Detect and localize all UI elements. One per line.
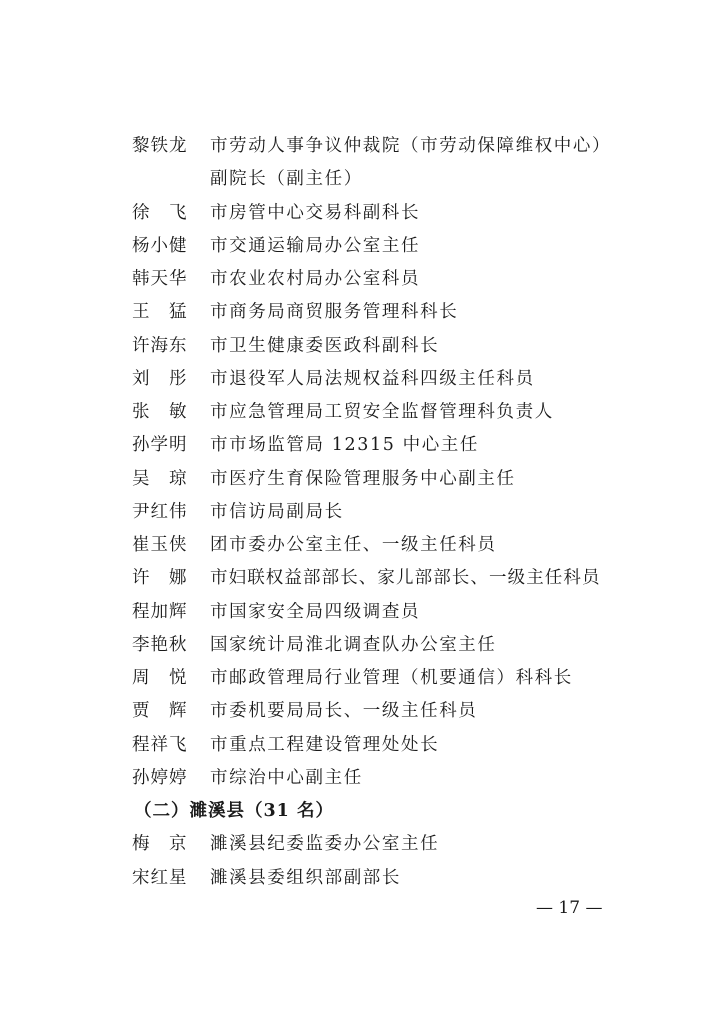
person-name: 刘 彤 — [132, 369, 188, 389]
section-heading: （二）濉溪县（31 名） — [134, 801, 334, 821]
person-role: 市卫生健康委医政科副科长 — [210, 336, 440, 356]
person-role: 市应急管理局工贸安全监督管理科负责人 — [210, 402, 554, 422]
person-role: 市交通运输局办公室主任 — [210, 236, 421, 256]
person-role: 市邮政管理局行业管理（机要通信）科科长 — [210, 668, 573, 688]
list-item — [132, 264, 420, 294]
person-name: 许 娜 — [132, 568, 188, 588]
list-item — [132, 331, 439, 361]
list-item — [132, 730, 439, 760]
person-name: 孙学明 — [132, 435, 188, 455]
person-role: 市国家安全局四级调查员 — [210, 602, 421, 622]
list-item — [132, 563, 601, 593]
list-item — [132, 630, 497, 660]
person-role: 市劳动人事争议仲裁院（市劳动保障维权中心） — [210, 136, 612, 156]
list-item — [132, 663, 573, 693]
list-item — [132, 763, 363, 793]
person-name: 周 悦 — [132, 668, 188, 688]
person-role: 国家统计局淮北调查队办公室主任 — [210, 635, 497, 655]
person-role: 濉溪县纪委监委办公室主任 — [210, 834, 440, 854]
list-item — [132, 464, 516, 494]
list-item — [132, 397, 554, 427]
person-name: 李艳秋 — [132, 635, 188, 655]
person-role: 市信访局副局长 — [210, 502, 344, 522]
person-role: 市妇联权益部部长、家儿部部长、一级主任科员 — [210, 568, 601, 588]
list-item — [132, 597, 420, 627]
list-item — [132, 198, 420, 228]
list-item — [132, 364, 535, 394]
person-name: 贾 辉 — [132, 701, 188, 721]
person-name: 许海东 — [132, 336, 188, 356]
person-name: 张 敏 — [132, 402, 188, 422]
person-role: 市房管中心交易科副科长 — [210, 203, 421, 223]
list-item — [132, 497, 344, 527]
list-item — [132, 829, 439, 859]
person-role: 副院长（副主任） — [210, 169, 363, 189]
person-name: 吴 琼 — [132, 469, 188, 489]
person-role: 市商务局商贸服务管理科科长 — [210, 302, 459, 322]
list-item — [132, 231, 420, 261]
person-name: 宋红星 — [132, 868, 188, 888]
person-role: 市农业农村局办公室科员 — [210, 269, 421, 289]
person-name: 黎铁龙 — [132, 136, 188, 156]
page-number: — 17 — — [536, 898, 603, 918]
person-role: 市医疗生育保险管理服务中心副主任 — [210, 469, 516, 489]
person-name: 梅 京 — [132, 834, 188, 854]
person-name: 韩天华 — [132, 269, 188, 289]
list-item — [132, 430, 479, 460]
person-role: 团市委办公室主任、一级主任科员 — [210, 535, 497, 555]
person-name: 孙婷婷 — [132, 768, 188, 788]
list-item — [132, 164, 363, 194]
person-name: 徐 飞 — [132, 203, 188, 223]
list-item — [132, 696, 477, 726]
person-name: 王 猛 — [132, 302, 188, 322]
person-role: 濉溪县委组织部副部长 — [210, 868, 401, 888]
person-name: 崔玉侠 — [132, 535, 188, 555]
person-role: 市综治中心副主任 — [210, 768, 363, 788]
list-item — [132, 297, 458, 327]
person-role: 市重点工程建设管理处处长 — [210, 735, 440, 755]
person-name: 尹红伟 — [132, 502, 188, 522]
list-item — [132, 863, 401, 893]
person-role: 市退役军人局法规权益科四级主任科员 — [210, 369, 535, 389]
person-role: 市委机要局局长、一级主任科员 — [210, 701, 478, 721]
person-name: 杨小健 — [132, 236, 188, 256]
person-name: 程祥飞 — [132, 735, 188, 755]
list-item — [132, 131, 611, 161]
list-item — [132, 530, 497, 560]
person-role: 市市场监管局 12315 中心主任 — [210, 435, 479, 455]
person-name: 程加辉 — [132, 602, 188, 622]
